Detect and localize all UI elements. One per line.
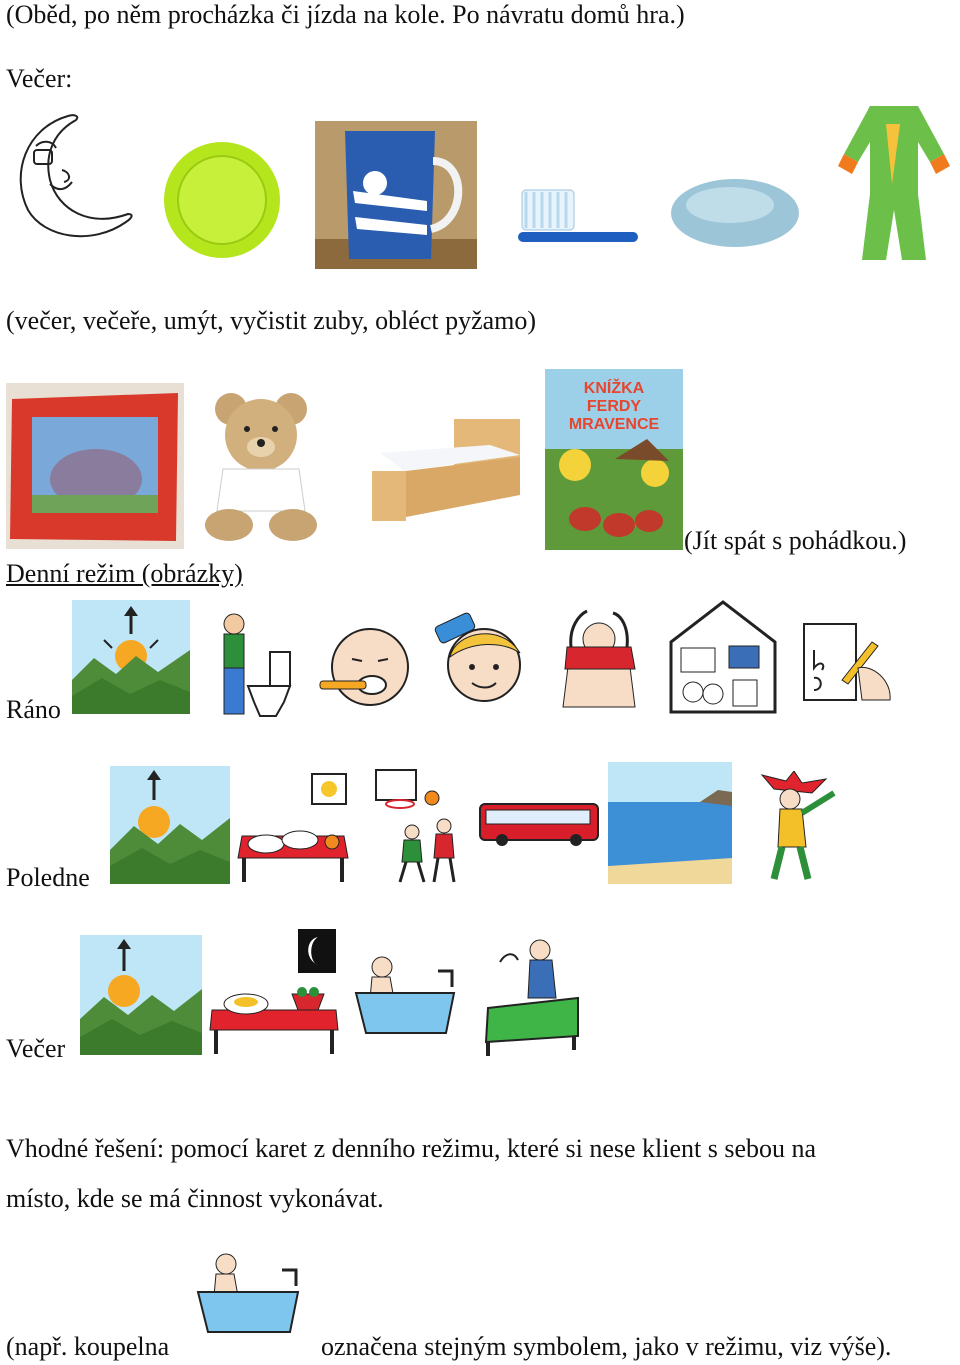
mug-icon — [315, 121, 477, 269]
solution-line-1: Vhodné řešení: pomocí karet z denního režimu, které si nese klient s sebou na — [6, 1134, 817, 1163]
book-title-3: MRAVENCE — [568, 416, 660, 433]
noon-sun-icon — [110, 766, 230, 884]
example-right: označena stejným symbolem, jako v režimu, viz výše). — [321, 1332, 892, 1361]
lunch-table-icon — [236, 772, 350, 884]
dressing-icon — [555, 607, 643, 715]
book-title-1: KNÍŽKA — [583, 380, 645, 397]
row-label-morning: Ráno — [6, 695, 61, 724]
pillow-icon — [6, 383, 184, 549]
night-moon-icon — [298, 929, 336, 973]
basketball-icon — [372, 768, 462, 886]
dinner-table-icon — [208, 980, 340, 1056]
example-bath-icon — [196, 1250, 302, 1336]
intro-line: (Oběd, po něm procházka či jízda na kole. Po návratu domů hra.) — [6, 0, 685, 29]
toilet-icon — [214, 612, 294, 718]
book-title-2: FERDY — [586, 398, 642, 415]
bus-icon — [478, 800, 600, 848]
pajamas-icon — [834, 94, 954, 268]
book-cover-icon — [545, 369, 683, 550]
brushing-teeth-icon — [318, 625, 412, 713]
evening-heading: Večer: — [6, 64, 73, 93]
example-left: (např. koupelna — [6, 1332, 170, 1361]
school-icon — [667, 598, 779, 714]
bed-icon — [370, 415, 522, 523]
teddy-bear-icon — [187, 385, 333, 545]
jester-icon — [756, 771, 838, 885]
evening-caption: (večer, večeře, umýt, vyčistit zuby, obléct pyžamo) — [6, 306, 537, 335]
toothbrush-icon — [516, 180, 640, 252]
sunrise-icon — [72, 600, 190, 714]
row-label-evening: Večer — [6, 1034, 66, 1063]
going-to-bed-icon — [482, 938, 582, 1056]
bath-icon — [354, 953, 458, 1037]
evening-sun-icon — [80, 935, 202, 1055]
routine-heading: Denní režim (obrázky) — [6, 559, 243, 588]
sleep-caption: (Jít spát s pohádkou.) — [684, 526, 907, 555]
plate-icon — [162, 140, 282, 260]
moon-icon — [6, 110, 134, 244]
soap-icon — [668, 171, 802, 251]
writing-icon — [802, 620, 896, 706]
solution-line-2: místo, kde se má činnost vykonávat. — [6, 1184, 384, 1213]
combing-hair-icon — [432, 611, 524, 705]
row-label-noon: Poledne — [6, 863, 90, 892]
sea-icon — [608, 762, 732, 884]
